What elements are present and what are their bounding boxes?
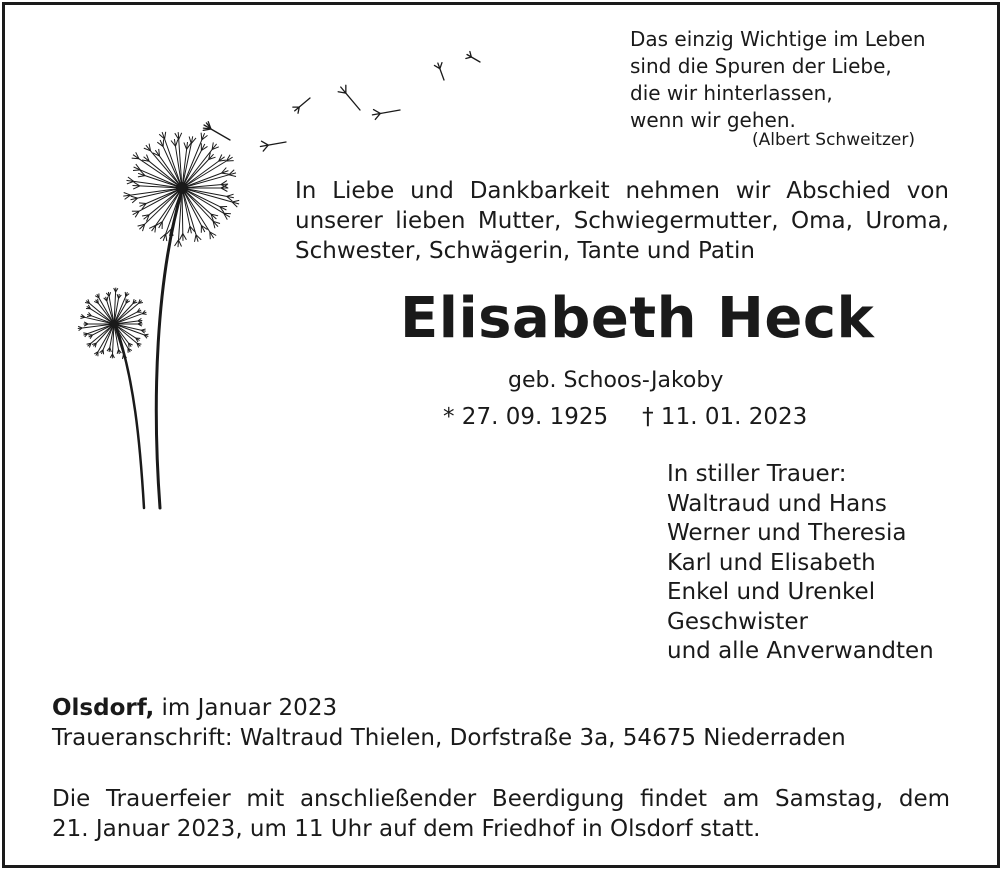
service-line: Die Trauerfeier mit anschließender Beerdigung findet am Samstag, dem	[52, 786, 950, 812]
mourner-name: Geschwister	[667, 608, 808, 635]
intro-text	[295, 176, 949, 266]
quote-line: Das einzig Wichtige im Leben	[630, 27, 926, 51]
intro-line: unserer lieben Mutter, Schwiegermutter, Oma, Uroma,	[295, 208, 949, 234]
mourning-address: Traueranschrift: Waltraud Thielen, Dorfstraße 3a, 54675 Niederraden	[52, 725, 846, 751]
mourners-heading: In stiller Trauer:	[667, 461, 847, 487]
dandelion-icon	[60, 40, 510, 520]
maiden-name: geb. Schoos-Jakoby	[508, 368, 724, 393]
birth-date: * 27. 09. 1925	[443, 404, 609, 430]
quote-line: die wir hinterlassen,	[630, 81, 833, 105]
mourner-name: Enkel und Urenkel	[667, 579, 876, 605]
quote-text	[630, 26, 926, 134]
place-name: Olsdorf,	[52, 695, 155, 721]
mourner-name: Werner und Theresia	[667, 520, 907, 546]
deceased-name: Elisabeth Heck	[400, 286, 875, 351]
quote-author: (Albert Schweitzer)	[752, 130, 915, 150]
intro-line: In Liebe und Dankbarkeit nehmen wir Abschied von	[295, 178, 949, 204]
service-info	[52, 784, 950, 844]
mourner-name: und alle Anverwandten	[667, 638, 934, 664]
mourner-name: Karl und Elisabeth	[667, 549, 876, 576]
quote-line: sind die Spuren der Liebe,	[630, 54, 892, 78]
intro-line: Schwester, Schwägerin, Tante und Patin	[295, 238, 755, 264]
mourners-list	[667, 460, 934, 667]
notice-date: im Januar 2023	[161, 695, 338, 721]
life-dates	[443, 404, 807, 430]
service-line: 21. Januar 2023, um 11 Uhr auf dem Friedhof in Olsdorf statt.	[52, 816, 761, 842]
death-date: † 11. 01. 2023	[642, 404, 808, 430]
place-date	[52, 695, 337, 721]
mourner-name: Waltraud und Hans	[667, 490, 887, 517]
quote-line: wenn wir gehen.	[630, 108, 796, 132]
